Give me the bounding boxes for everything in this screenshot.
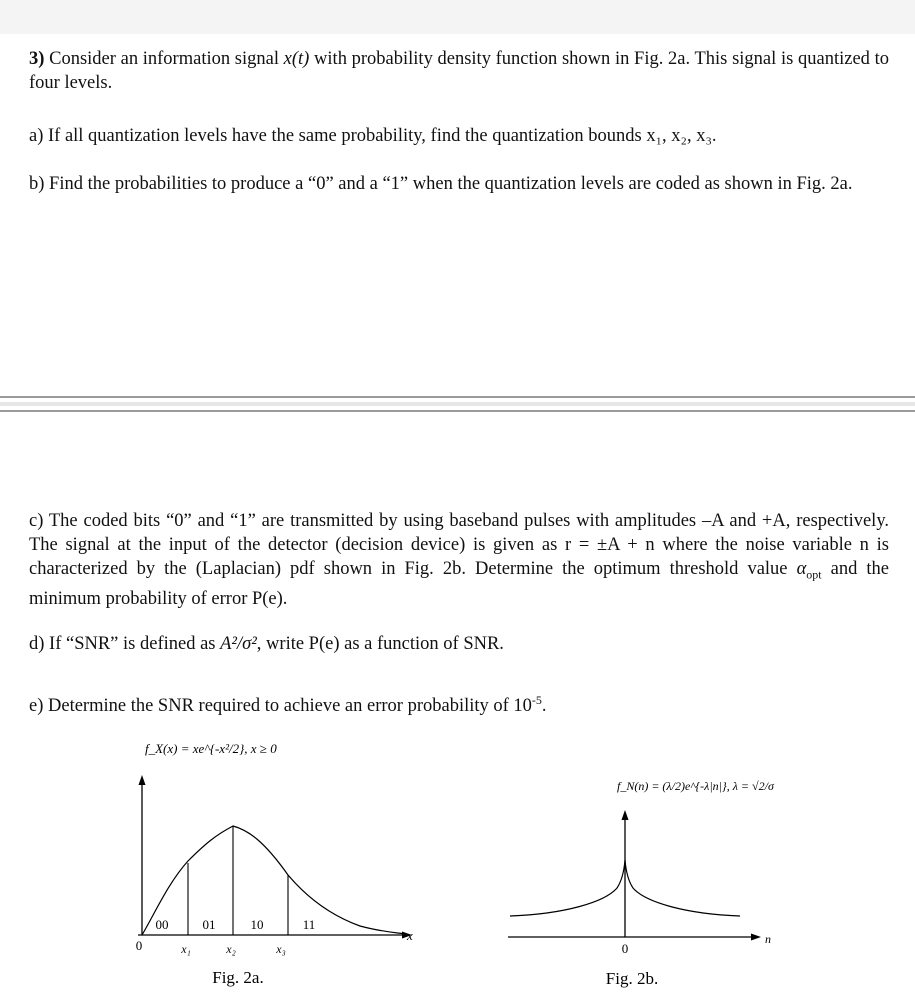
fig2a-bound-label: x₂ bbox=[226, 942, 236, 956]
question-e: e) Determine the SNR required to achieve an error probability of $10^{-5}$. bbox=[29, 693, 547, 717]
fig2a-caption: Fig. 2a. bbox=[212, 968, 264, 987]
page-break-divider bbox=[0, 396, 915, 412]
fig2a-pdf-curve bbox=[142, 826, 405, 935]
fig2a-formula: f_X(x) = xe^{-x²/2}, x ≥ 0 bbox=[145, 741, 277, 756]
fig2a-axis-label: x bbox=[407, 928, 413, 943]
question-c: c) The coded bits “0” and “1” are transmitted by using baseband pulses with amplitudes –A and +A, respectively. The signal at the input of the detector (decision device) is given as r = ±A + n where the noise variable n is characterized by the (Laplacian) pdf shown in Fig. 2b. Determine the optimum threshold value $\alpha_{opt}$ and the minimum probability of error P(e). bbox=[29, 511, 889, 609]
snr-expression: A²/σ² bbox=[220, 634, 257, 654]
fig2b-axis-label: n bbox=[765, 932, 771, 946]
fig2a-bound-label: x₃ bbox=[276, 942, 286, 956]
signal-symbol: x(t) bbox=[283, 49, 310, 69]
fig2a-code: 00 bbox=[155, 917, 169, 932]
problem-number: 3) bbox=[29, 49, 45, 69]
figure-2a bbox=[120, 735, 430, 997]
fig2b-origin: 0 bbox=[621, 941, 629, 956]
fig2a-bound-label: x₁ bbox=[181, 942, 191, 956]
top-band bbox=[0, 0, 915, 34]
question-b: b) Find the probabilities to produce a “0” and a “1” when the quantization levels are coded as shown in Fig. 2a. bbox=[29, 174, 853, 194]
fig2b-formula: f_N(n) = (λ/2)e^{-λ|n|}, λ = √2/σ bbox=[617, 779, 774, 793]
question-a: a) If all quantization levels have the same probability, find the quantization bounds x₁, x₂, x₃. bbox=[29, 126, 717, 146]
fig2a-code: 11 bbox=[302, 917, 316, 932]
question-d: d) If “SNR” is defined as A²/σ², write P(e) as a function of SNR. bbox=[29, 634, 504, 654]
fig2a-code: 01 bbox=[202, 917, 216, 932]
fig2a-code: 10 bbox=[250, 917, 264, 932]
figure-2b bbox=[505, 760, 810, 997]
fig2b-caption: Fig. 2b. bbox=[605, 969, 659, 988]
fig2a-origin: 0 bbox=[135, 938, 143, 953]
problem-intro: 3) Consider an information signal x(t) with probability density function shown in Fig. 2a. This signal is quantized to four levels. bbox=[29, 49, 889, 93]
